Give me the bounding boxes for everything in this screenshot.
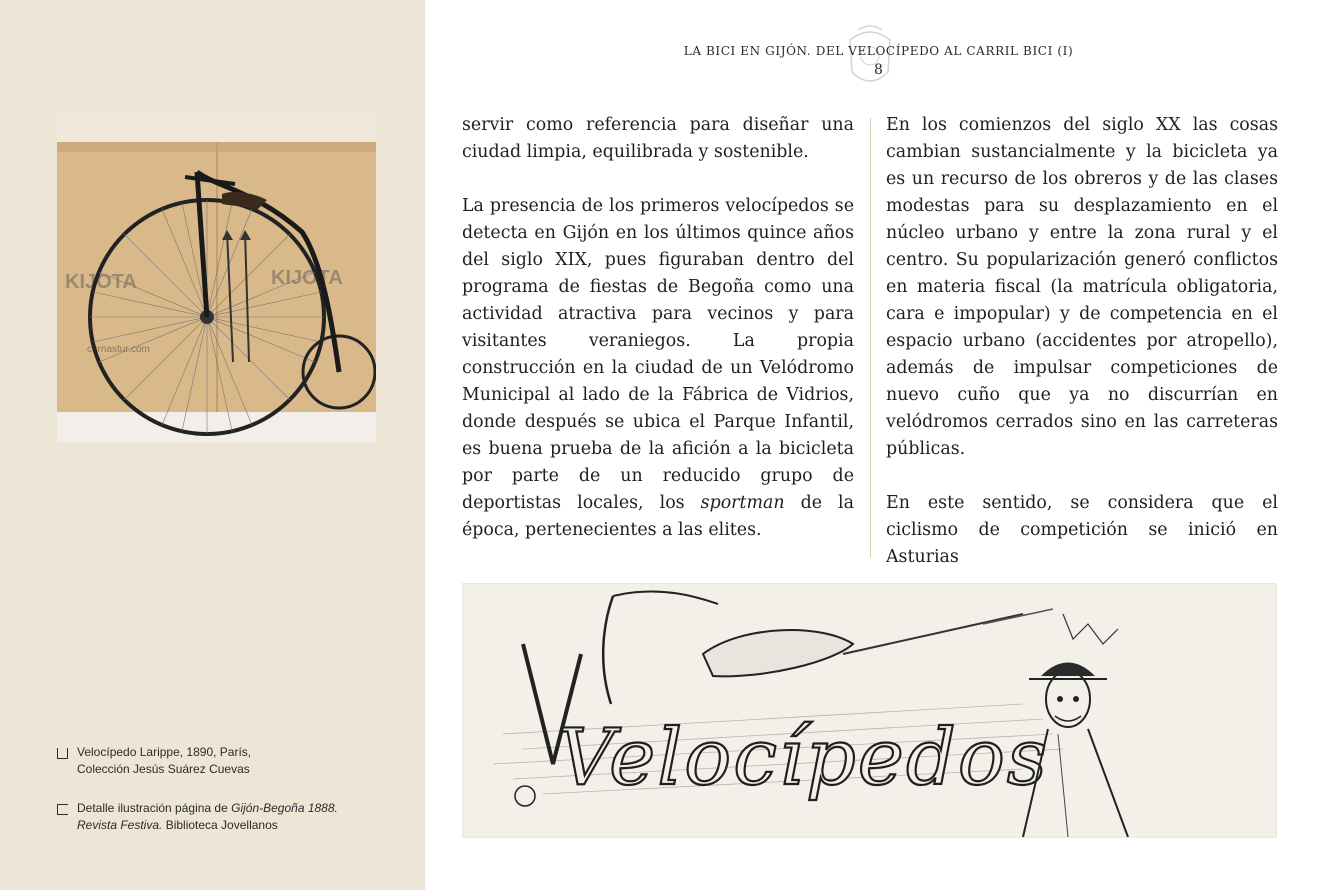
page-number: 8 bbox=[874, 62, 883, 78]
paragraph: En los comienzos del siglo XX las cosas cambian sustancialmente y la bicicleta ya es un recurso de los obreros y de las clases modestas para su desplazamiento en el núcleo urbano y entre la zona rural y el centro. Su popularización generó conflictos en materia fiscal (la matrícula obligatoria, cara e impopular) y de competencia en el espacio urbano (accidentes por atropello), además de impulsar competiciones de nuevo cuño que ya no discurrían en velódromos cerrados sino en las carreteras públicas. bbox=[886, 115, 1278, 459]
caption-marker-icon bbox=[57, 748, 68, 759]
caption-text: Biblioteca Jovellanos bbox=[162, 818, 278, 832]
penny-farthing-illustration bbox=[57, 112, 376, 442]
box-brand-text-left: KIJOTA bbox=[65, 271, 137, 293]
italic-term: sportman bbox=[700, 493, 785, 513]
caption-line: Velocípedo Larippe, 1890, París, bbox=[77, 745, 252, 759]
column-divider bbox=[870, 118, 871, 558]
caption-text: Detalle ilustración página de bbox=[77, 801, 232, 815]
left-sidebar-panel bbox=[0, 0, 425, 890]
box-url-text: carnastur.com bbox=[87, 344, 150, 355]
caption-italic-text: Revista Festiva. bbox=[77, 818, 163, 832]
paragraph-text: La presencia de los primeros velocípedos se detecta en Gijón en los últimos quince años del siglo XIX, pues figuraban dentro del programa de fiestas de Begoña como una actividad atractiva para vecinos y para visitantes veraniegos. La propia construcción en la ciudad de un Velódromo Municipal al lado de la Fábrica de Vidrios, donde después se ubica el Parque Infantil, es buena prueba de la afición a la bicicleta por parte de un reducido grupo de deportistas locales, los bbox=[462, 196, 854, 513]
caption-marker-icon bbox=[57, 804, 68, 815]
box-brand-text-right: KIJOTA bbox=[271, 267, 343, 289]
paragraph: servir como referencia para diseñar una ciudad limpia, equilibrada y sostenible. bbox=[462, 115, 854, 162]
velocipede-photo bbox=[57, 112, 376, 442]
paragraph bbox=[462, 193, 854, 544]
running-header: LA BICI EN GIJÓN. DEL VELOCÍPEDO AL CARRIL BICI (I) bbox=[683, 44, 1074, 58]
illustration-caption bbox=[57, 800, 387, 834]
paragraph: En este sentido, se considera que el ciclismo de competición se inició en Asturias bbox=[886, 493, 1278, 567]
text-column-right bbox=[886, 112, 1278, 598]
text-column-left bbox=[462, 112, 854, 571]
paragraph-text: de la época, pertenecientes a las elites. bbox=[462, 493, 854, 540]
caption-line: Colección Jesús Suárez Cuevas bbox=[77, 762, 250, 776]
velocipedos-illustration bbox=[462, 583, 1277, 838]
caption-italic-text: Gijón-Begoña 1888. bbox=[231, 801, 338, 815]
illustration-title: Velocípedos bbox=[558, 713, 1049, 803]
photo-caption bbox=[57, 744, 387, 778]
